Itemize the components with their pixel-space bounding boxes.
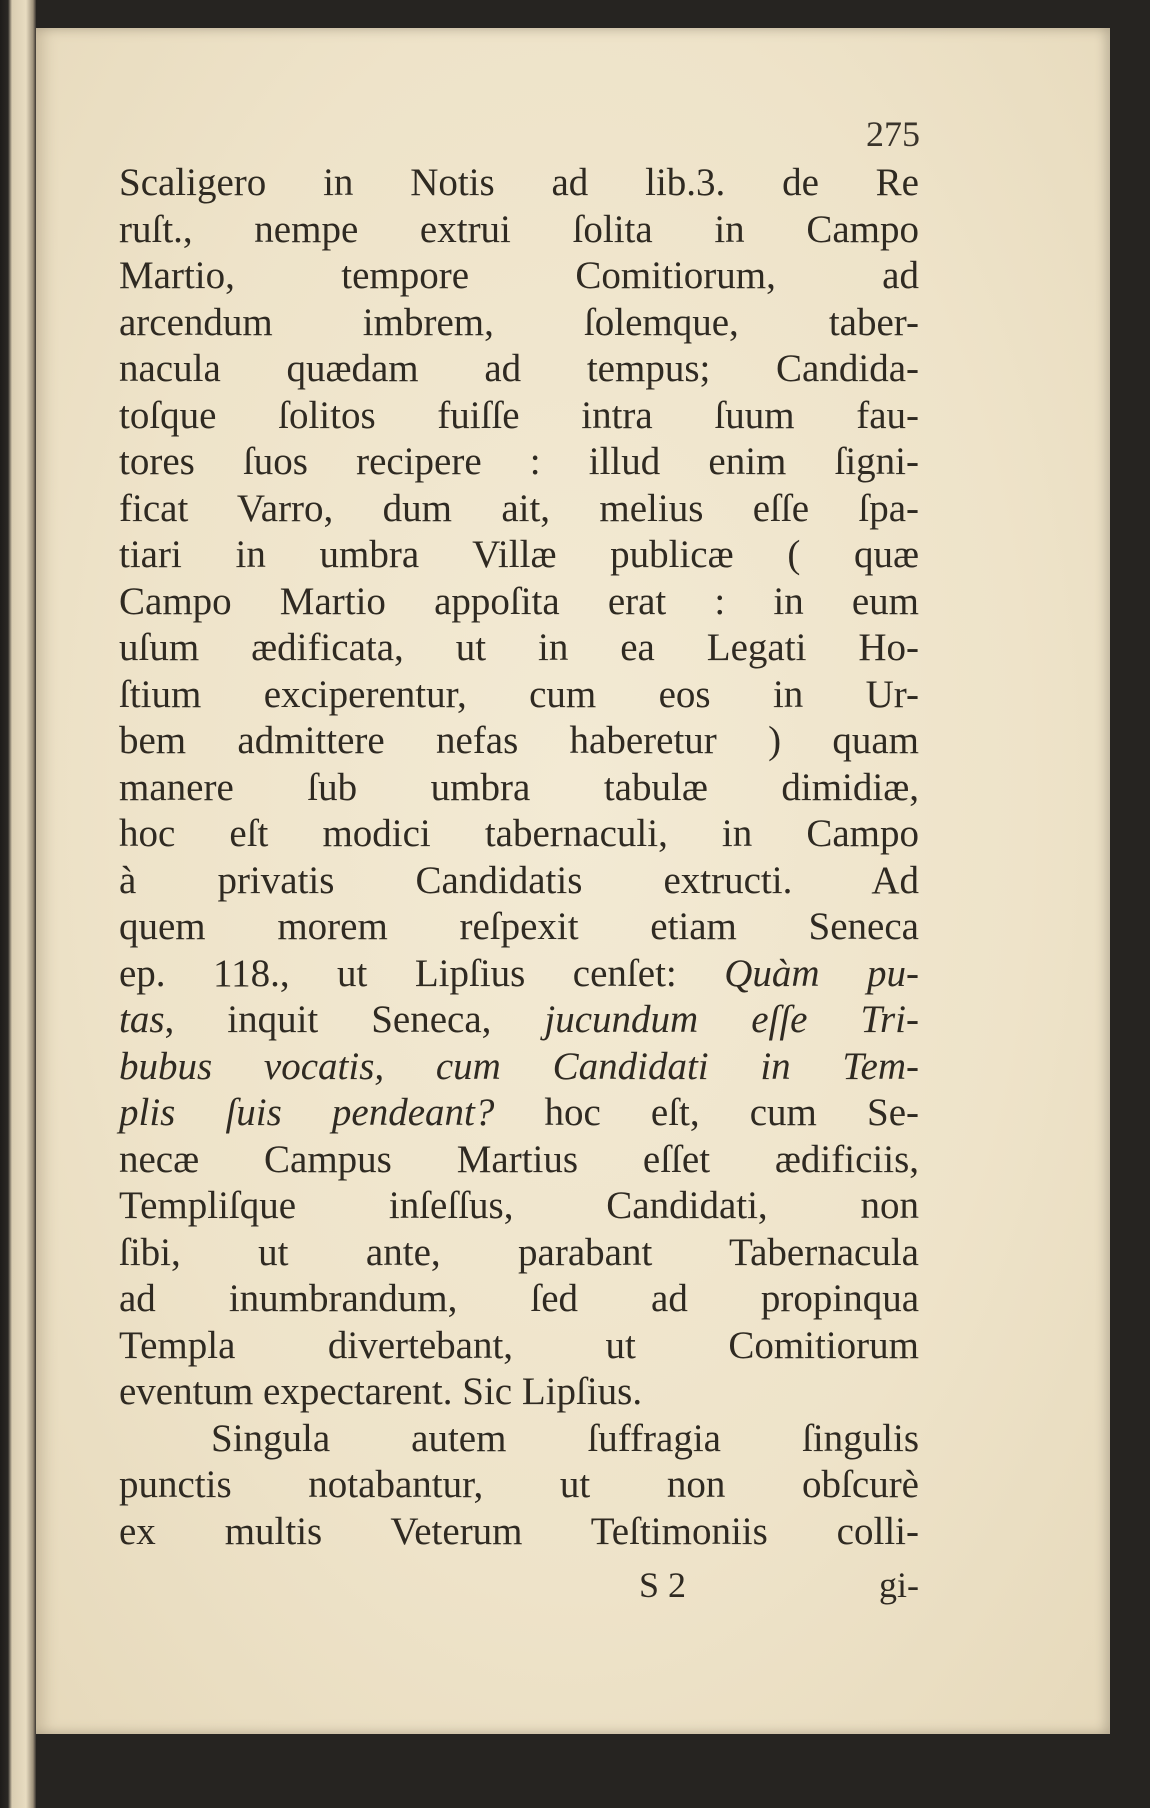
line-text: arcendum imbrem, ſolemque, taber- bbox=[119, 300, 919, 344]
text-line bbox=[119, 765, 919, 812]
line-text: hoc eſt, cum Se- bbox=[494, 1091, 919, 1134]
book-binding-edge bbox=[0, 0, 36, 1808]
italic-quote: plis ſuis pendeant? bbox=[119, 1091, 495, 1134]
line-text: hoc eſt modici tabernaculi, in Campo bbox=[119, 812, 919, 855]
catchword: gi- bbox=[879, 1565, 919, 1605]
text-line bbox=[119, 300, 919, 347]
line-text: bem admittere nefas haberetur ) quam bbox=[119, 719, 919, 762]
line-text: Scaligero in Notis ad lib.3. de Re bbox=[119, 161, 919, 204]
line-text: ruſt., nempe extrui ſolita in Campo bbox=[119, 207, 919, 251]
text-line bbox=[119, 1323, 919, 1370]
text-line bbox=[119, 532, 919, 579]
text-line bbox=[119, 1276, 919, 1323]
line-text: necæ Campus Martius eſſet ædificiis, bbox=[119, 1137, 919, 1181]
text-line bbox=[119, 811, 919, 858]
text-line bbox=[119, 1462, 919, 1509]
paragraph-start-line bbox=[119, 1416, 919, 1463]
line-text: Campo Martio appoſita erat : in eum bbox=[119, 579, 919, 623]
italic-quote: bubus vocatis, cum Candidati in Tem- bbox=[119, 1044, 919, 1088]
body-text bbox=[119, 160, 919, 1555]
line-text: manere ſub umbra tabulæ dimidiæ, bbox=[119, 765, 919, 809]
text-line bbox=[119, 1044, 919, 1091]
paragraph-end-line bbox=[119, 1369, 919, 1416]
line-text: à privatis Candidatis extructi. Ad bbox=[119, 858, 919, 902]
line-text: ad inumbrandum, ſed ad propinqua bbox=[119, 1277, 919, 1320]
text-line bbox=[119, 1090, 919, 1137]
line-text: nacula quædam ad tempus; Candida- bbox=[119, 347, 919, 390]
text-line bbox=[119, 718, 919, 765]
text-line bbox=[119, 486, 919, 533]
page-number: 275 bbox=[866, 114, 920, 154]
line-text: uſum ædificata, ut in ea Legati Ho- bbox=[119, 626, 919, 669]
line-text: ficat Varro, dum ait, melius eſſe ſpa- bbox=[119, 486, 919, 530]
line-text: ſtium exciperentur, cum eos in Ur- bbox=[119, 672, 919, 716]
line-text: toſque ſolitos fuiſſe intra ſuum fau- bbox=[119, 393, 919, 437]
text-line bbox=[119, 951, 919, 998]
line-text: tiari in umbra Villæ publicæ ( quæ bbox=[119, 533, 919, 576]
text-line bbox=[119, 904, 919, 951]
text-line bbox=[119, 160, 919, 207]
book-page bbox=[36, 28, 1110, 1734]
text-line bbox=[119, 346, 919, 393]
text-line bbox=[119, 1183, 919, 1230]
line-text: ſibi, ut ante, parabant Tabernacula bbox=[119, 1230, 919, 1274]
line-text: tores ſuos recipere : illud enim ſigni- bbox=[119, 440, 919, 483]
text-line bbox=[119, 253, 919, 300]
line-text: eventum expectarent. Sic Lipſius. bbox=[119, 1370, 643, 1413]
line-text: ex multis Veterum Teſtimoniis colli- bbox=[119, 1509, 919, 1553]
line-text: , inquit Seneca, bbox=[164, 998, 545, 1041]
page-footer bbox=[119, 1564, 919, 1606]
line-text: Templiſque inſeſſus, Candidati, non bbox=[119, 1184, 919, 1227]
text-line bbox=[119, 858, 919, 905]
italic-quote: jucundum eſſe Tri- bbox=[544, 998, 920, 1041]
text-line bbox=[119, 579, 919, 626]
text-line bbox=[119, 625, 919, 672]
italic-quote: Quàm pu- bbox=[724, 951, 919, 995]
line-text: quem morem reſpexit etiam Seneca bbox=[119, 905, 919, 948]
italic-quote: tas bbox=[119, 998, 165, 1041]
text-line bbox=[119, 1509, 919, 1556]
line-text: punctis notabantur, ut non obſcurè bbox=[119, 1463, 919, 1506]
line-text: Martio, tempore Comitiorum, ad bbox=[119, 254, 919, 297]
text-line bbox=[119, 1230, 919, 1277]
text-line bbox=[119, 997, 919, 1044]
line-text: ep. 118., ut Lipſius cenſet: bbox=[119, 951, 725, 995]
text-line bbox=[119, 439, 919, 486]
text-line bbox=[119, 207, 919, 254]
line-text: Singula autem ſuffragia ſingulis bbox=[211, 1416, 919, 1460]
text-line bbox=[119, 1137, 919, 1184]
text-line bbox=[119, 393, 919, 440]
line-text: Templa divertebant, ut Comitiorum bbox=[119, 1323, 919, 1367]
text-line bbox=[119, 672, 919, 719]
signature-mark: S 2 bbox=[639, 1565, 687, 1605]
